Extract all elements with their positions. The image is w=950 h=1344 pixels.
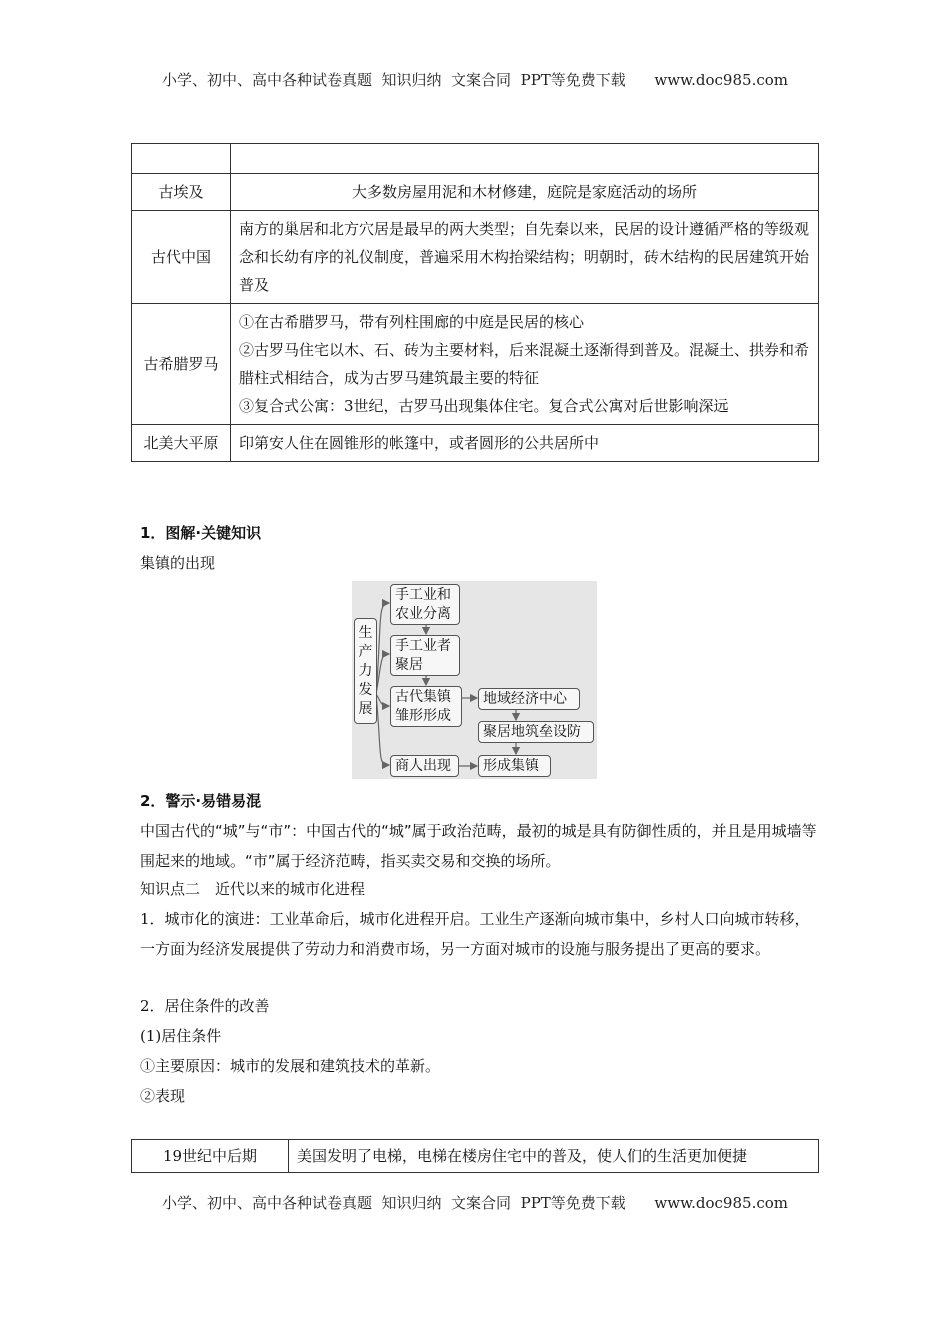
node-root: 生产力发展 [354, 618, 377, 724]
node-economic-center: 地域经济中心 [478, 688, 580, 710]
table-cell-content [231, 144, 819, 174]
table-cell-region: 北美大平原 [132, 425, 231, 462]
section-subheading: 集镇的出现 [140, 554, 216, 572]
residence-table [131, 143, 819, 462]
node-division: 手工业和农业分离 [390, 584, 460, 625]
living-conditions-table [131, 1139, 819, 1173]
table-cell-content: 印第安人住在圆锥形的帐篷中，或者圆形的公共居所中 [231, 425, 819, 462]
table-cell-content [231, 304, 819, 425]
paragraph: ②表现 [140, 1087, 186, 1105]
table-row [132, 211, 819, 304]
flow-diagram [352, 581, 597, 779]
content-line: ②古罗马住宅以木、石、砖为主要材料，后来混凝土逐渐得到普及。混凝土、拱券和希腊柱式相结合，成为古罗马建筑最主要的特征 [239, 341, 810, 387]
table-cell-content: 南方的巢居和北方穴居是最早的两大类型；自先秦以来，民居的设计遵循严格的等级观念和长幼有序的礼仪制度，普遍采用木构抬梁结构；明朝时，砖木结构的民居建筑开始普及 [231, 211, 819, 304]
table-cell-region: 古希腊罗马 [132, 304, 231, 425]
node-town-prototype: 古代集镇雏形形成 [390, 686, 462, 727]
page-footer: 小学、初中、高中各种试卷真题 知识归纳 文案合同 PPT等免费下载 www.doc985.com [161, 1194, 788, 1212]
table-row [132, 425, 819, 462]
page-header: 小学、初中、高中各种试卷真题 知识归纳 文案合同 PPT等免费下载 www.doc985.com [161, 71, 788, 89]
warning-paragraph: 中国古代的“城”与“市”：中国古代的“城”属于政治范畴，最初的城是具有防御性质的，并且是用城墙等围起来的地域。“市”属于经济范畴，指买卖交易和交换的场所。 [140, 822, 817, 870]
table-cell-content: 大多数房屋用泥和木材修建，庭院是家庭活动的场所 [231, 174, 819, 211]
paragraph: 1．城市化的演进：工业革命后，城市化进程开启。工业生产逐渐向城市集中，乡村人口向城市转移，一方面为经济发展提供了劳动力和消费市场，另一方面对城市的设施与服务提出了更高的要求。 [140, 910, 810, 958]
content-line: ①在古希腊罗马，带有列柱围廊的中庭是民居的核心 [239, 313, 585, 331]
node-merchants: 商人出现 [390, 755, 459, 777]
table-cell-region: 古埃及 [132, 174, 231, 211]
knowledge-point-title: 知识点二 近代以来的城市化进程 [140, 880, 366, 898]
paragraph: (1)居住条件 [140, 1027, 222, 1045]
paragraph: 2．居住条件的改善 [140, 997, 270, 1015]
node-fortification: 聚居地筑垒设防 [478, 721, 594, 743]
diagram-connectors [352, 581, 597, 779]
node-market-town: 形成集镇 [478, 755, 551, 777]
branch-line [376, 694, 389, 706]
table-row [132, 1140, 819, 1173]
table-cell-content: 美国发明了电梯，电梯在楼房住宅中的普及，使人们的生活更加便捷 [289, 1140, 819, 1173]
section-heading: 1．图解·关键知识 [140, 524, 262, 542]
section-heading: 2．警示·易错易混 [140, 792, 262, 810]
table-row [132, 304, 819, 425]
table-row [132, 144, 819, 174]
content-line: ③复合式公寓：3世纪，古罗马出现集体住宅。复合式公寓对后世影响深远 [239, 397, 729, 415]
paragraph: ①主要原因：城市的发展和建筑技术的革新。 [140, 1057, 441, 1075]
node-artisans: 手工业者聚居 [390, 635, 460, 676]
table-cell-period: 19世纪中后期 [132, 1140, 289, 1173]
table-row [132, 174, 819, 211]
table-cell-region: 古代中国 [132, 211, 231, 304]
table-cell-region [132, 144, 231, 174]
